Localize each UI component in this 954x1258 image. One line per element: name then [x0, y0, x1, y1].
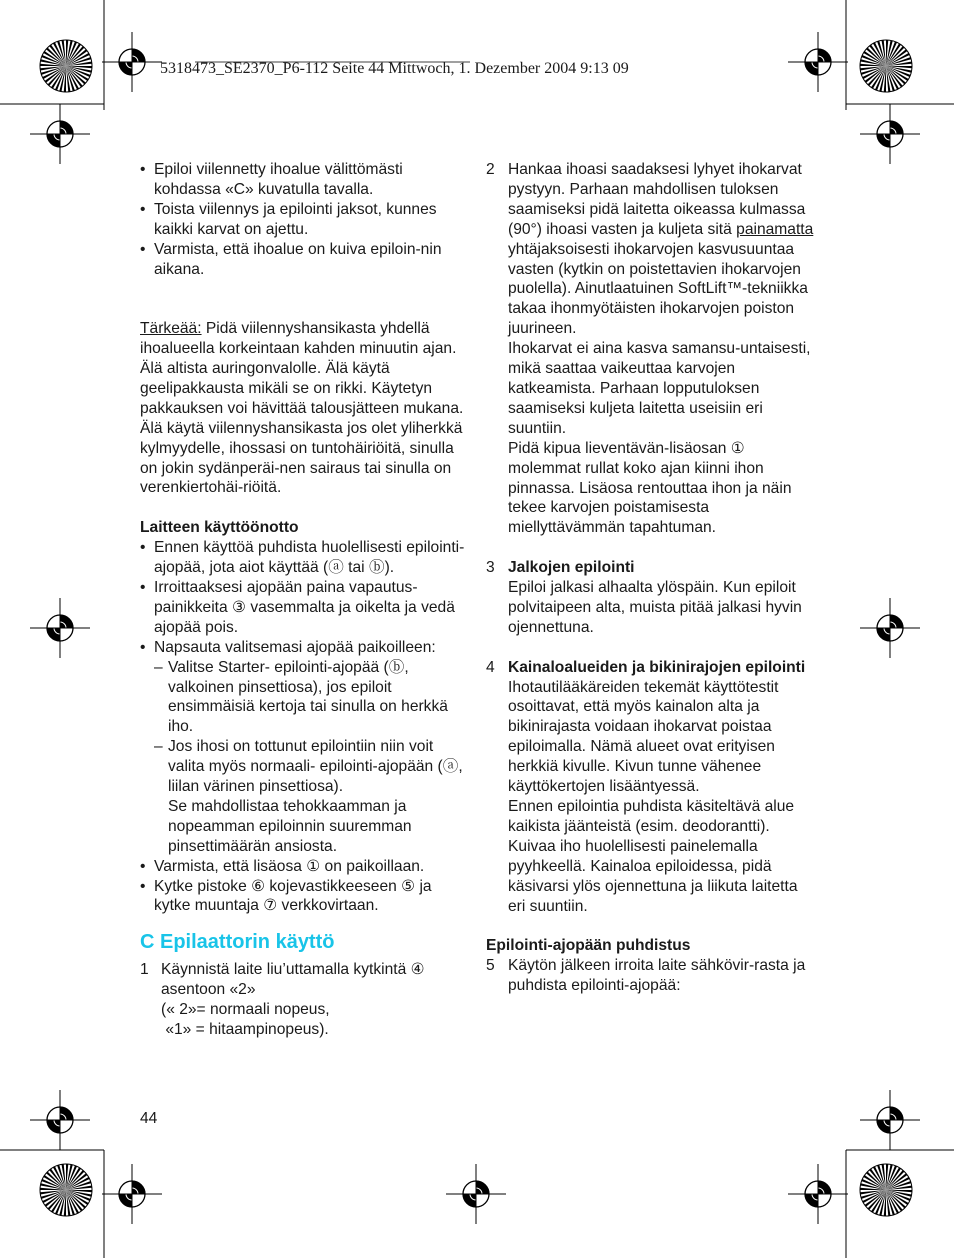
list-item: • Ennen käyttöä puhdista huolellisesti epilointi-ajopää, jota aiot käyttää (ⓐ tai ⓑ). [140, 539, 465, 577]
list-item: • Irroittaaksesi ajopään paina vapautus-painikkeita ③ vasemmalta ja oikelta ja vedä ajopää pois. [140, 578, 455, 636]
registration-mark-top-left [102, 32, 162, 92]
step-3: 3 Jalkojen epilointi Epiloi jalkasi alhaalta ylöspäin. Kun epiloit polvitaipeen alta, muista pitää jalkasi hyvin ojennettuna. [486, 558, 816, 638]
registration-mark-top-right [788, 32, 848, 92]
print-slug-line: 5318473_SE2370_P6-112 Seite 44 Mittwoch, 1. Dezember 2004 9:13 09 [160, 60, 629, 77]
starburst-mark [40, 1164, 92, 1216]
section-heading-setup: Laitteen käyttöönotto [140, 519, 299, 537]
registration-mark-bottom-right [788, 1164, 848, 1224]
right-column [486, 160, 816, 996]
important-note: Tärkeää: Pidä viilennyshansikasta yhdellä ihoalueella korkeintaan kahden minuutin ajan. Älä altista auringonvalolle. Älä käytä geelipakkausta mikäli se on rikki. Käytetyn pakkauksen voi hävittää talousjätteen mukana. Älä käytä viilennyshansikasta jos olet yliherkkä kylmyydelle, ihossasi on tuntohäiriöitä, sinulla on jokin sydänperäi-nen sairaus tai sinulla on verenkiertohäi-riöitä. [140, 320, 464, 497]
step-1: 1 Käynnistä laite liu’uttamalla kytkintä ④ asentoon «2» (« 2»= normaali nopeus, «1» = hitaampinopeus). [140, 961, 425, 1039]
list-item: • Varmista, että lisäosa ① on paikoillaan. [140, 857, 425, 875]
list-item: • Varmista, että ihoalue on kuiva epiloin-nin aikana. [140, 240, 442, 278]
starburst-mark [40, 40, 92, 92]
step-heading: Jalkojen epilointi [508, 559, 635, 577]
sub-list-item: – Jos ihosi on tottunut epilointiin niin voit valita myös normaali- epilointi-ajopään (ⓐ, liilan värinen pinsettiosa). [154, 738, 463, 796]
left-column [140, 160, 470, 1040]
starburst-mark [860, 1164, 912, 1216]
note-label: Tärkeää: [140, 320, 202, 338]
section-heading-cleaning: Epilointi-ajopään puhdistus [486, 937, 691, 955]
sub-list-continuation: Se mahdollistaa tehokkaamman ja nopeamman epiloinnin suuremman pinsettimäärän ansiosta. [168, 797, 412, 855]
registration-mark-right-middle [860, 598, 920, 658]
registration-mark-left-bottom [30, 1090, 90, 1150]
step-5: 5 Käytön jälkeen irroita laite sähkövir-rasta ja puhdista epilointi-ajopää: [486, 957, 806, 995]
section-title: C Epilaattorin käyttö [140, 931, 335, 954]
list-item: • Toista viilennys ja epilointi jaksot, kunnes kaikki karvat on ajettu. [140, 200, 437, 238]
list-item: • Epiloi viilennetty ihoalue välittömästi kohdassa «C» kuvatulla tavalla. [140, 161, 403, 198]
step-4: 4 Kainaloalueiden ja bikinirajojen epilointi Ihotautilääkäreiden tekemät käyttötestit osoittavat, että myös kainalon alta ja bikinirajasta voidaan ihokarvat poistaa epiloimalla. Nämä alueet ovat erityisen herkkiä kivulle. Kivun tunne vähenee käyttökertojen lisääntyessä. Ennen epilointia puhdista käsiteltävä alue kaikista jäänteistä (esim. deodorantti). Kuivaa iho huolellisesti painelemalla pyyhkeellä. Kainaloa epiloidessa, pidä käsivarsi ylös ojennettuna ja liikuta laitetta eri suuntiin. [486, 658, 816, 917]
emphasis-underline: painamatta [736, 220, 814, 238]
list-item: • Napsauta valitsemasi ajopää paikoilleen: [140, 638, 436, 656]
step-heading: Kainaloalueiden ja bikinirajojen epilointi [508, 658, 806, 676]
registration-mark-left-top [30, 104, 90, 164]
registration-mark-bottom-center [446, 1164, 506, 1224]
sub-list-item: – Valitse Starter- epilointi-ajopää (ⓑ, valkoinen pinsettiosa), jos epiloit ensimmäisiä kertoja tai sinulla on herkkä iho. [154, 658, 448, 736]
page-number: 44 [140, 1110, 158, 1127]
registration-mark-bottom-left [102, 1164, 162, 1224]
step-2: 2 Hankaa ihoasi saadaksesi lyhyet ihokarvat pystyyn. Parhaan mahdollisen tuloksen saamiseksi pidä laitetta oikeassa kulmassa (90°) ihoasi vasten ja kuljeta sitä painamatta yhtäjaksoisesti ihokarvojen kasvusuuntaa vasten (kytkin on poistettavien ihokarvojen puolella). Ainutlaatuinen SoftLift™-tekniikka takaa ihonmyötäisten ihokarvojen poiston juurineen. Ihokarvat ei aina kasva samansu-untaisesti, mikä saattaa vaikeuttaa karvojen katkeamista. Parhaan lopputuloksen saamiseksi kuljeta laitetta useisiin eri suuntiin. Pidä kipua lieventävän-lisäosan ① molemmat rullat koko ajan kiinni ihon pinnassa. Lisäosa rentouttaa ihon ja näin tekee karvojen poistamisesta miellyttävämmän tapahtuman. [486, 161, 814, 537]
starburst-mark [860, 40, 912, 92]
list-item: • Kytke pistoke ⑥ kojevastikkeeseen ⑤ ja kytke muuntaja ⑦ verkkovirtaan. [140, 877, 432, 915]
registration-mark-left-middle [30, 598, 90, 658]
registration-mark-right-top [860, 104, 920, 164]
registration-mark-right-bottom [860, 1090, 920, 1150]
